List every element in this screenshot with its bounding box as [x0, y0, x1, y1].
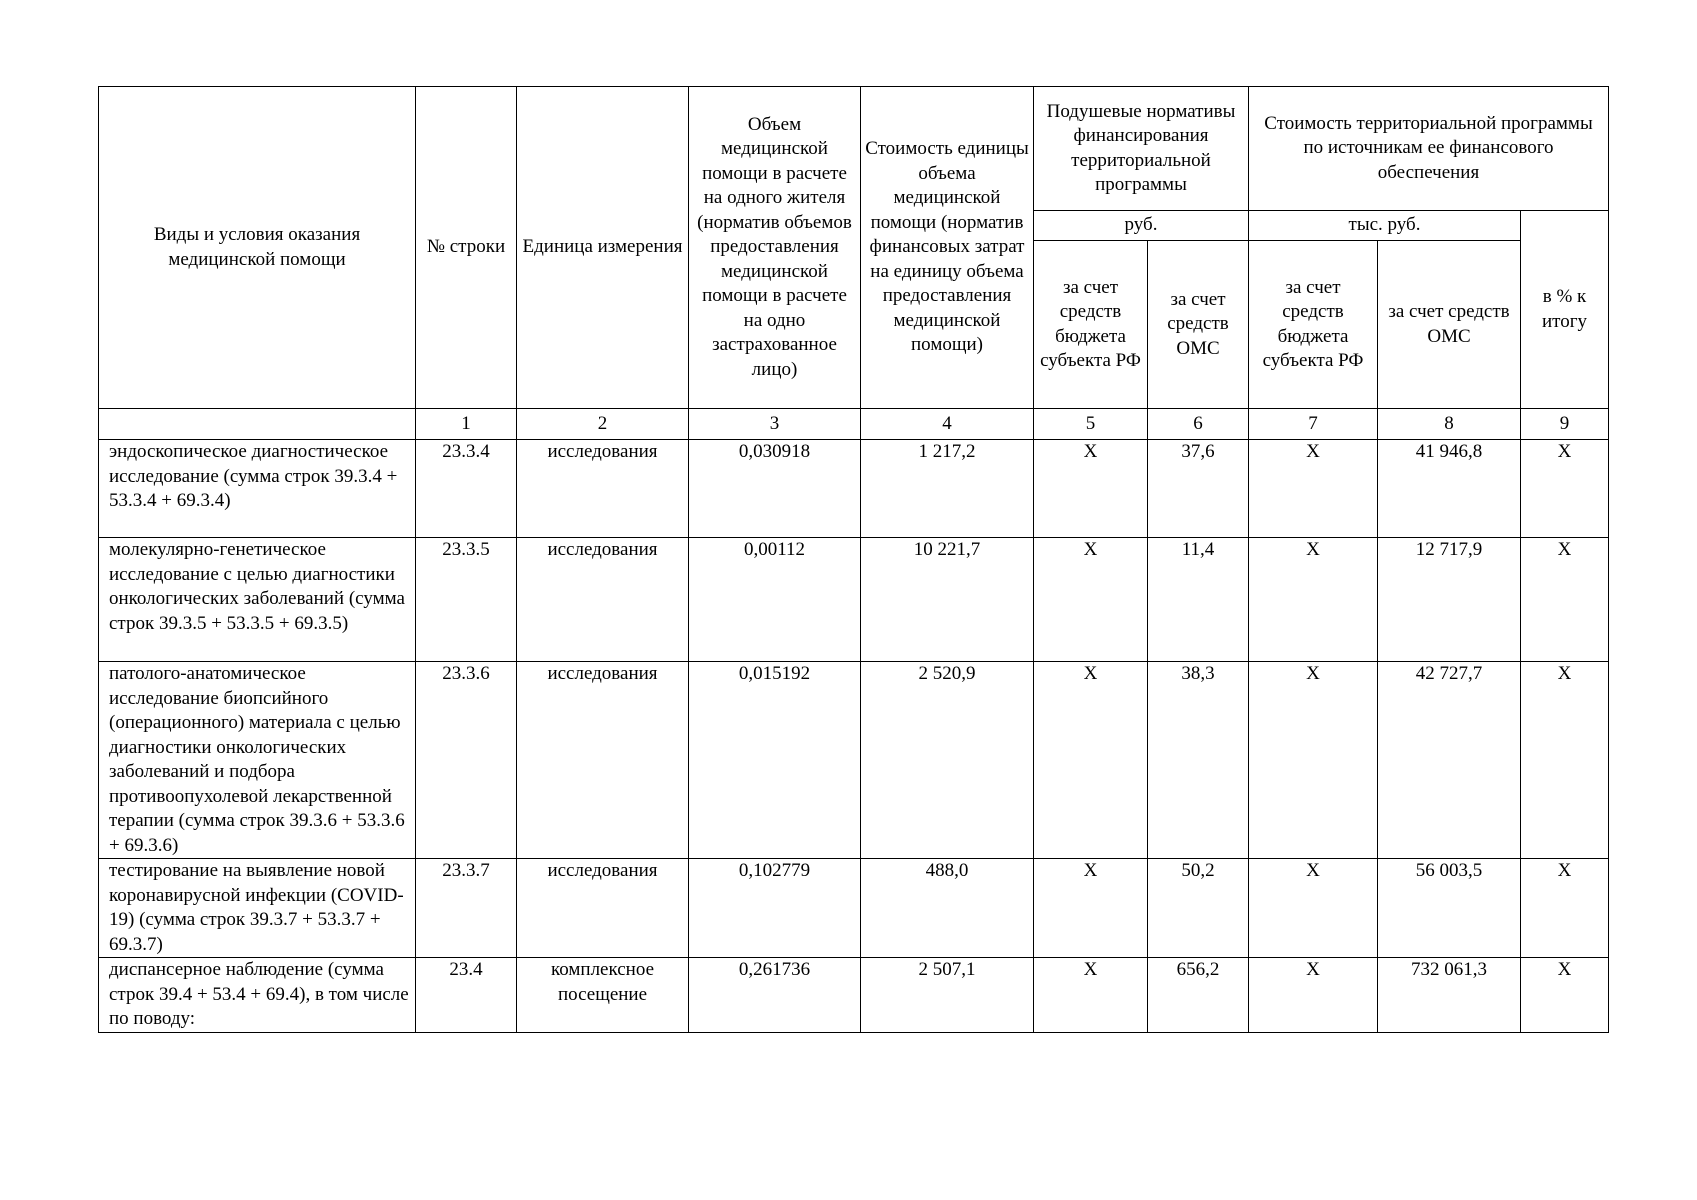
row-cost: 488,0: [861, 859, 1034, 958]
row-name: тестирование на выявление новой коронавирусной инфекции (COVID-19) (сумма строк 39.3.7 + 53.3.7 + 69.3.7): [99, 859, 416, 958]
row-total-oms: 12 717,9: [1378, 538, 1521, 662]
column-number: 4: [861, 409, 1034, 440]
column-number: 6: [1148, 409, 1249, 440]
row-unit: исследования: [517, 662, 689, 859]
row-number: 23.3.4: [416, 440, 517, 538]
row-volume: 0,102779: [689, 859, 861, 958]
row-total-oms: 42 727,7: [1378, 662, 1521, 859]
row-total-budget: Х: [1249, 859, 1378, 958]
table-row: [99, 958, 1609, 1033]
header-unit-thousand-rub: тыс. руб.: [1249, 211, 1521, 241]
row-total-oms: 56 003,5: [1378, 859, 1521, 958]
header-total-oms: за счет средств ОМС: [1378, 241, 1521, 409]
column-number: 3: [689, 409, 861, 440]
row-number: 23.3.6: [416, 662, 517, 859]
row-name: молекулярно-генетическое исследование с целью диагностики онкологических заболеваний (сумма строк 39.3.5 + 53.3.5 + 69.3.5): [99, 538, 416, 662]
row-total-oms: 41 946,8: [1378, 440, 1521, 538]
header-percapita-group: Подушевые нормативы финансирования территориальной программы: [1034, 87, 1249, 211]
header-row-no: № строки: [416, 87, 517, 409]
column-number: 5: [1034, 409, 1148, 440]
row-percent: Х: [1521, 662, 1609, 859]
header-unit: Единица измерения: [517, 87, 689, 409]
table-row: [99, 662, 1609, 859]
header-name: Виды и условия оказания медицинской помощи: [99, 87, 416, 409]
column-numbers-row: [99, 409, 1609, 440]
row-percapita-oms: 11,4: [1148, 538, 1249, 662]
row-cost: 2 507,1: [861, 958, 1034, 1033]
row-unit: исследования: [517, 859, 689, 958]
row-percent: Х: [1521, 538, 1609, 662]
column-number: 8: [1378, 409, 1521, 440]
row-name: диспансерное наблюдение (сумма строк 39.4 + 53.4 + 69.4), в том числе по поводу:: [99, 958, 416, 1033]
row-total-budget: Х: [1249, 958, 1378, 1033]
row-volume: 0,00112: [689, 538, 861, 662]
row-percent: Х: [1521, 440, 1609, 538]
header-percapita-oms: за счет средств ОМС: [1148, 241, 1249, 409]
row-percapita-oms: 50,2: [1148, 859, 1249, 958]
row-percent: Х: [1521, 859, 1609, 958]
table-row: [99, 440, 1609, 538]
header-percent-total: в % к итогу: [1521, 211, 1609, 409]
table-row: [99, 538, 1609, 662]
header-unit-rub: руб.: [1034, 211, 1249, 241]
row-percapita-oms: 38,3: [1148, 662, 1249, 859]
row-cost: 10 221,7: [861, 538, 1034, 662]
row-total-budget: Х: [1249, 538, 1378, 662]
row-percapita-budget: Х: [1034, 662, 1148, 859]
header-total-budget: за счет средств бюджета субъекта РФ: [1249, 241, 1378, 409]
row-percapita-budget: Х: [1034, 440, 1148, 538]
row-number: 23.4: [416, 958, 517, 1033]
row-percapita-budget: Х: [1034, 859, 1148, 958]
row-unit: исследования: [517, 538, 689, 662]
header-cost: Стоимость единицы объема медицинской помощи (норматив финансовых затрат на единицу объема предоставления медицинской помощи): [861, 87, 1034, 409]
row-percapita-budget: Х: [1034, 958, 1148, 1033]
row-percent: Х: [1521, 958, 1609, 1033]
row-cost: 2 520,9: [861, 662, 1034, 859]
column-number: 1: [416, 409, 517, 440]
row-name: эндоскопическое диагностическое исследование (сумма строк 39.3.4 + 53.3.4 + 69.3.4): [99, 440, 416, 538]
row-number: 23.3.5: [416, 538, 517, 662]
header-volume: Объем медицинской помощи в расчете на одного жителя (норматив объемов предоставления медицинской помощи в расчете на одно застрахованное лицо): [689, 87, 861, 409]
header-percapita-budget: за счет средств бюджета субъекта РФ: [1034, 241, 1148, 409]
row-total-budget: Х: [1249, 440, 1378, 538]
row-name: патолого-анатомическое исследование биопсийного (операционного) материала с целью диагностики онкологических заболеваний и подбора противоопухолевой лекарственной терапии (сумма строк 39.3.6 + 53.3.6 + 69.3.6): [99, 662, 416, 859]
row-total-oms: 732 061,3: [1378, 958, 1521, 1033]
table-body: [99, 440, 1609, 1033]
table-row: [99, 859, 1609, 958]
row-unit: исследования: [517, 440, 689, 538]
row-volume: 0,015192: [689, 662, 861, 859]
table-header: [99, 87, 1609, 440]
financing-table: [98, 86, 1609, 1033]
row-volume: 0,030918: [689, 440, 861, 538]
row-total-budget: Х: [1249, 662, 1378, 859]
row-percapita-oms: 37,6: [1148, 440, 1249, 538]
row-volume: 0,261736: [689, 958, 861, 1033]
row-percapita-oms: 656,2: [1148, 958, 1249, 1033]
column-number: 9: [1521, 409, 1609, 440]
column-number: 2: [517, 409, 689, 440]
column-number: 7: [1249, 409, 1378, 440]
column-number: [99, 409, 416, 440]
row-unit: комплексное посещение: [517, 958, 689, 1033]
row-cost: 1 217,2: [861, 440, 1034, 538]
row-number: 23.3.7: [416, 859, 517, 958]
row-percapita-budget: Х: [1034, 538, 1148, 662]
header-total-group: Стоимость территориальной программы по источникам ее финансового обеспечения: [1249, 87, 1609, 211]
